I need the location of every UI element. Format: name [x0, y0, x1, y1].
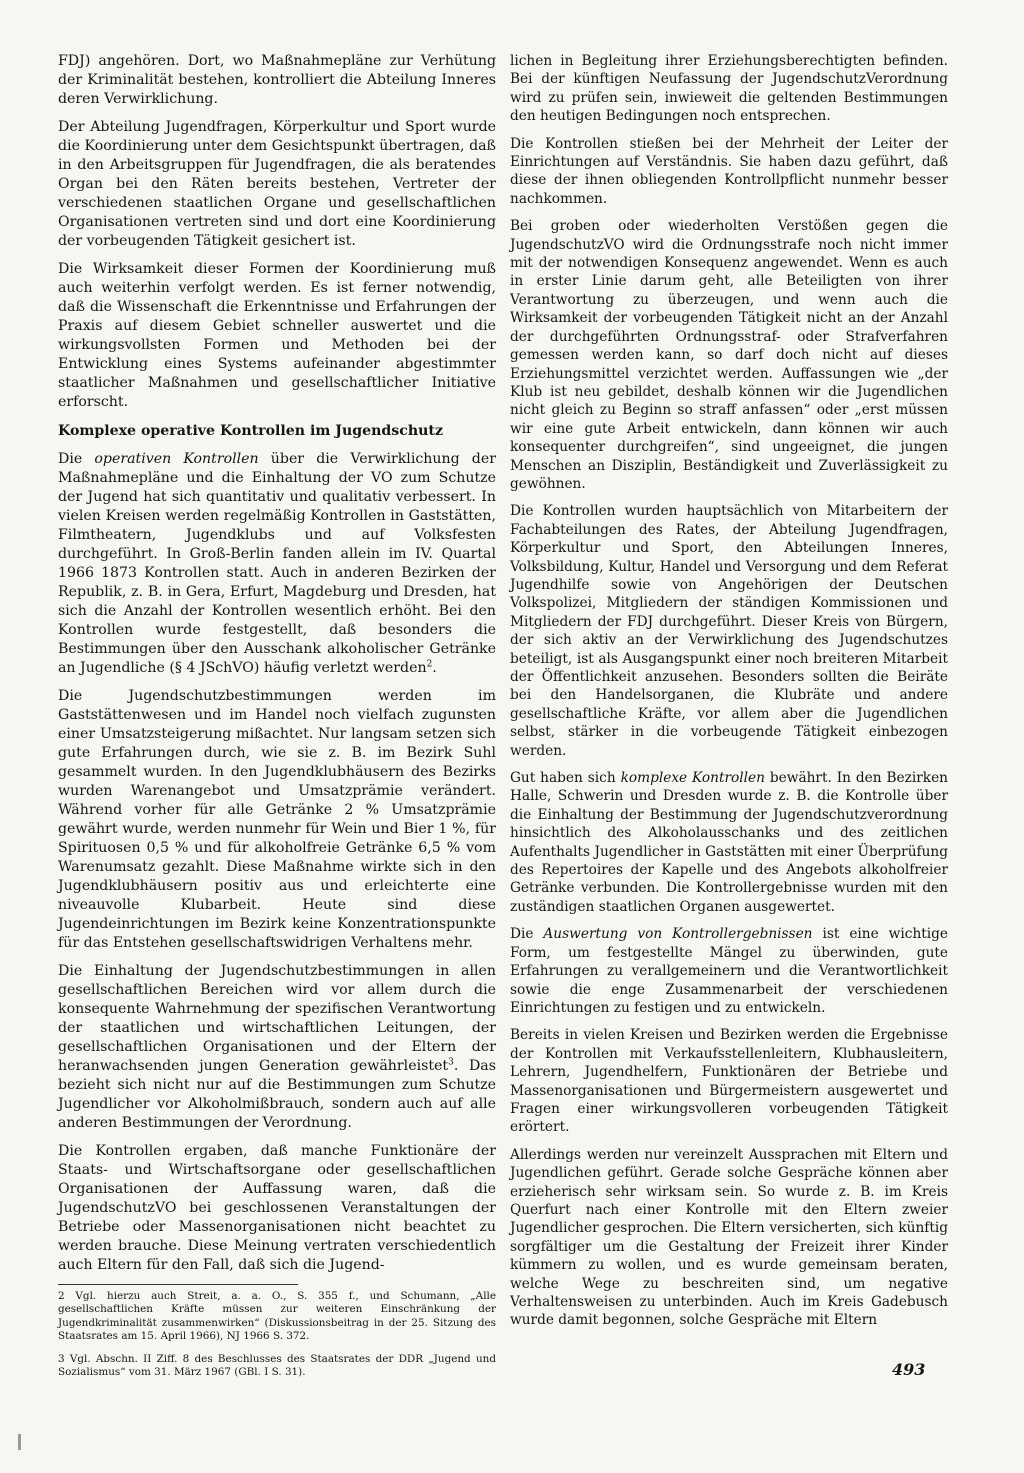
paragraph: FDJ) angehören. Dort, wo Maßnahmepläne zur Verhütung der Kriminalität bestehen, kontrolliert die Abteilung Inneres deren Verwirklichung. — [58, 53, 496, 107]
footnote-ref: 3 — [448, 1057, 454, 1068]
paragraph: Allerdings werden nur vereinzelt Aussprachen mit Eltern und Jugendlichen geführt. Gerade solche Gespräche können aber erzieherisch sehr wirksam sein. So wurde z. B. im Kreis Querfurt nach einer Kontrolle mit den Eltern zweier Jugendlicher gesprochen. Die Eltern versicherten, sich künftig sorgfältiger um die Gestaltung der Freizeit ihrer Kinder kümmern zu wollen, und es wurde gemeinsam beraten, welche Wege zu beschreiten sind, um negative Verhaltensweisen zu unterbinden. Auch im Kreis Gadebusch wurde damit begonnen, solche Gespräche mit Eltern — [510, 1146, 948, 1329]
text-run: Die Einhaltung der Jugendschutzbestimmungen in allen gesellschaftlichen Bereichen wird vor allem durch die konsequente Wahrnehmung der spezifischen Verantwortung der staatlichen und wirtschaftlichen Leitungen, der gesellschaftlichen Organisationen und der Eltern der heranwachsenden jungen Generation gewährleistet — [58, 963, 496, 1074]
text-run: Gut haben sich — [510, 770, 621, 787]
paragraph — [510, 769, 948, 916]
scan-mark — [18, 1434, 21, 1450]
footnote-ref: 2 — [426, 659, 433, 670]
left-column — [58, 52, 496, 1388]
page-number: 493 — [892, 1360, 926, 1379]
paragraph: Die Kontrollen wurden hauptsächlich von Mitarbeitern der Fachabteilungen des Rates, der Abteilung Jugendfragen, Körperkultur und Sport, den Abteilungen Inneres, Volksbildung, Kultur, Handel und Versorgung und dem Referat Jugendhilfe sowie von Angehörigen der Deutschen Volkspolizei, Mitgliedern der ständigen Kommissionen und Mitgliedern der FDJ durchgeführt. Dieser Kreis von Bürgern, der sich aktiv an der Verwirklichung des Jugendschutzes beteiligt, ist als Ausgangspunkt einer noch breiteren Mitarbeit der Öffentlichkeit anzusehen. Besonders sollten die Beiräte bei den Handelsorganen, die Klubräte und andere gesellschaftliche Kräfte, vor allem aber die Jugendlichen selbst, stärker in die vorbeugende Tätigkeit einbezogen werden. — [510, 503, 948, 759]
footnotes — [58, 1290, 496, 1379]
footnote-rule — [58, 1284, 298, 1285]
footnote: 3 Vgl. Abschn. II Ziff. 8 des Beschlusses des Staatsrates der DDR „Jugend und Sozialismus“ vom 31. März 1967 (GBl. I S. 31). — [58, 1352, 496, 1379]
paragraph — [58, 962, 496, 1133]
section-heading: Komplexe operative Kontrollen im Jugendschutz — [58, 423, 443, 439]
right-column — [510, 52, 948, 1339]
text-run: bewährt. In den Bezirken Halle, Schwerin und Dresden wurde z. B. die Kontrolle über die Einhaltung der Bestimmung der Jugendschutzverordnung hinsichtlich des Alkoholausschanks und des zeitlichen Aufenthalts Jugendlicher in Gaststätten mit einer Überprüfung des Repertoires der Kapelle und des Angebots alkoholfreier Getränke verbunden. Die Kontrollergebnisse wurden mit den zuständigen staatlichen Organen ausgewertet. — [510, 770, 948, 915]
text-run: . Das bezieht sich nicht nur auf die Bestimmungen zum Schutze Jugendlicher vor Alkoholmißbrauch, sondern auch auf alle anderen Bestimmungen der Verordnung. — [58, 1058, 496, 1131]
paragraph: Bereits in vielen Kreisen und Bezirken werden die Ergebnisse der Kontrollen mit Verkaufsstellenleitern, Klubhausleitern, Lehrern, Jugendhelfern, Funktionären der Betriebe und Massenorganisationen und Bürgermeistern ausgewertet und Fragen einer wirkungsvolleren vorbeugenden Tätigkeit erörtert. — [510, 1027, 948, 1136]
footnote: 2 Vgl. hierzu auch Streit, a. a. O., S. 355 f., und Schumann, „Alle gesellschaftlichen Kräfte müssen zur weiteren Einschränkung der Jugendkriminalität zusammenwirken“ (Diskussionsbeitrag in der 25. Sitzung des Staatsrates am 15. April 1966), NJ 1966 S. 372. — [58, 1290, 496, 1343]
text-run: über die Verwirklichung der Maßnahmepläne und die Einhaltung der VO zum Schutze der Jugend hat sich quantitativ und qualitativ verbessert. In vielen Kreisen werden regelmäßig Kontrollen in Gaststätten, Filmtheatern, Jugendklubs und auf Volksfesten durchgeführt. In Groß-Berlin fanden allein im IV. Quartal 1966 1873 Kontrollen statt. Auch in anderen Bezirken der Republik, z. B. in Gera, Erfurt, Magdeburg und Dresden, hat sich die Anzahl der Kontrollen wesentlich erhöht. Bei den Kontrollen wurde festgestellt, daß besonders die Bestimmungen über den Ausschank alkoholischer Getränke an Jugendliche (§ 4 JSchVO) häufig verletzt werden — [58, 451, 496, 676]
text-run: Die — [510, 926, 544, 943]
emphasis: operativen Kontrollen — [94, 451, 259, 467]
paragraph: lichen in Begleitung ihrer Erziehungsberechtigten befinden. Bei der künftigen Neufassung der JugendschutzVerordnung wird zu prüfen sein, inwieweit die geltenden Bestimmungen den heutigen Bedingungen noch entsprechen. — [510, 53, 948, 125]
text-run: . — [432, 660, 437, 676]
emphasis: Auswertung von Kontrollergebnissen — [543, 926, 813, 943]
paragraph: Die Kontrollen ergaben, daß manche Funktionäre der Staats- und Wirtschaftsorgane oder gesellschaftlichen Organisationen der Auffassung waren, daß die JugendschutzVO bei geschlossenen Veranstaltungen der Betriebe oder Massenorganisationen nicht beachtet zu werden brauche. Diese Meinung vertraten verschiedentlich auch Eltern für den Fall, daß sich die Jugend- — [58, 1143, 496, 1273]
paragraph: Bei groben oder wiederholten Verstößen gegen die JugendschutzVO wird die Ordnungsstrafe noch nicht immer mit der notwendigen Konsequenz angewendet. Wenn es auch in erster Linie darum geht, alle Beteiligten von ihrer Verantwortung zu überzeugen, und wenn auch die Wirksamkeit der vorbeugenden Tätigkeit nicht an der Anzahl der durchgeführten Ordnungsstraf- oder Strafverfahren gemessen werden kann, so darf doch nicht auf dieses Erziehungsmittel verzichtet werden. Auffassungen wie „der Klub ist neu gebildet, deshalb können wir die Jugendlichen nicht gleich zu Beginn so straff anfassen“ oder „erst müssen wir eine gute Arbeit entwickeln, dann können wir auch konsequenter durchgreifen“, sind ungeeignet, die jungen Menschen an Disziplin, Beständigkeit und Zuverlässigkeit zu gewöhnen. — [510, 218, 948, 492]
text-run: Die — [58, 451, 95, 467]
paragraph — [58, 450, 496, 678]
paragraph: Die Kontrollen stießen bei der Mehrheit der Leiter der Einrichtungen auf Verständnis. Sie haben dazu geführt, daß diese der ihnen obliegenden Kontrollpflicht nunmehr besser nachkommen. — [510, 135, 948, 207]
paragraph — [510, 925, 948, 1017]
text-run: ist eine wichtige Form, um festgestellte Mängel zu überwinden, gute Erfahrungen zu verallgemeinern und die Verantwortlichkeit sowie die enge Zusammenarbeit der verschiedenen Einrichtungen zu festigen und zu entwickeln. — [510, 926, 948, 1016]
paragraph: Die Wirksamkeit dieser Formen der Koordinierung muß auch weiterhin verfolgt werden. Es ist ferner notwendig, daß die Wissenschaft die Erkenntnisse und Erfahrungen der Praxis auf diesem Gebiet schneller auswertet und die wirkungsvollsten Formen und Methoden bei der Entwicklung eines Systems aufeinander abgestimmter staatlicher Maßnahmen und gesellschaftlicher Initiative erforscht. — [58, 261, 496, 410]
paragraph: Die Jugendschutzbestimmungen werden im Gaststättenwesen und im Handel noch vielfach zugunsten einer Umsatzsteigerung mißachtet. Nur langsam setzen sich gute Erfahrungen durch, wie sie z. B. im Bezirk Suhl gesammelt wurden. In den Jugendklubhäusern des Bezirks wurden Warenangebot und Umsatzprämie verändert. Während vorher für alle Getränke 2 % Umsatzprämie gewährt wurde, werden nunmehr für Wein und Bier 1 %, für Spirituosen 0,5 % und für alkoholfreie Getränke 6,5 % vom Warenumsatz gezahlt. Diese Maßnahme wirkte sich in den Jugendklubhäusern positiv aus und erleichterte eine niveauvolle Klubarbeit. Heute sind diese Jugendeinrichtungen im Bezirk keine Konzentrationspunkte für das Entstehen gesellschaftswidrigen Verhaltens mehr. — [58, 688, 496, 951]
paragraph: Der Abteilung Jugendfragen, Körperkultur und Sport wurde die Koordinierung unter dem Gesichtspunkt übertragen, daß in den Arbeitsgruppen für Jugendfragen, die als beratendes Organ bei den Räten bereits bestehen, Vertreter der verschiedenen staatlichen Organe und gesellschaftlichen Organisationen vertreten sind und dort eine Koordinierung der vorbeugenden Tätigkeit gesichert ist. — [58, 119, 496, 249]
emphasis: komplexe Kontrollen — [620, 770, 765, 787]
